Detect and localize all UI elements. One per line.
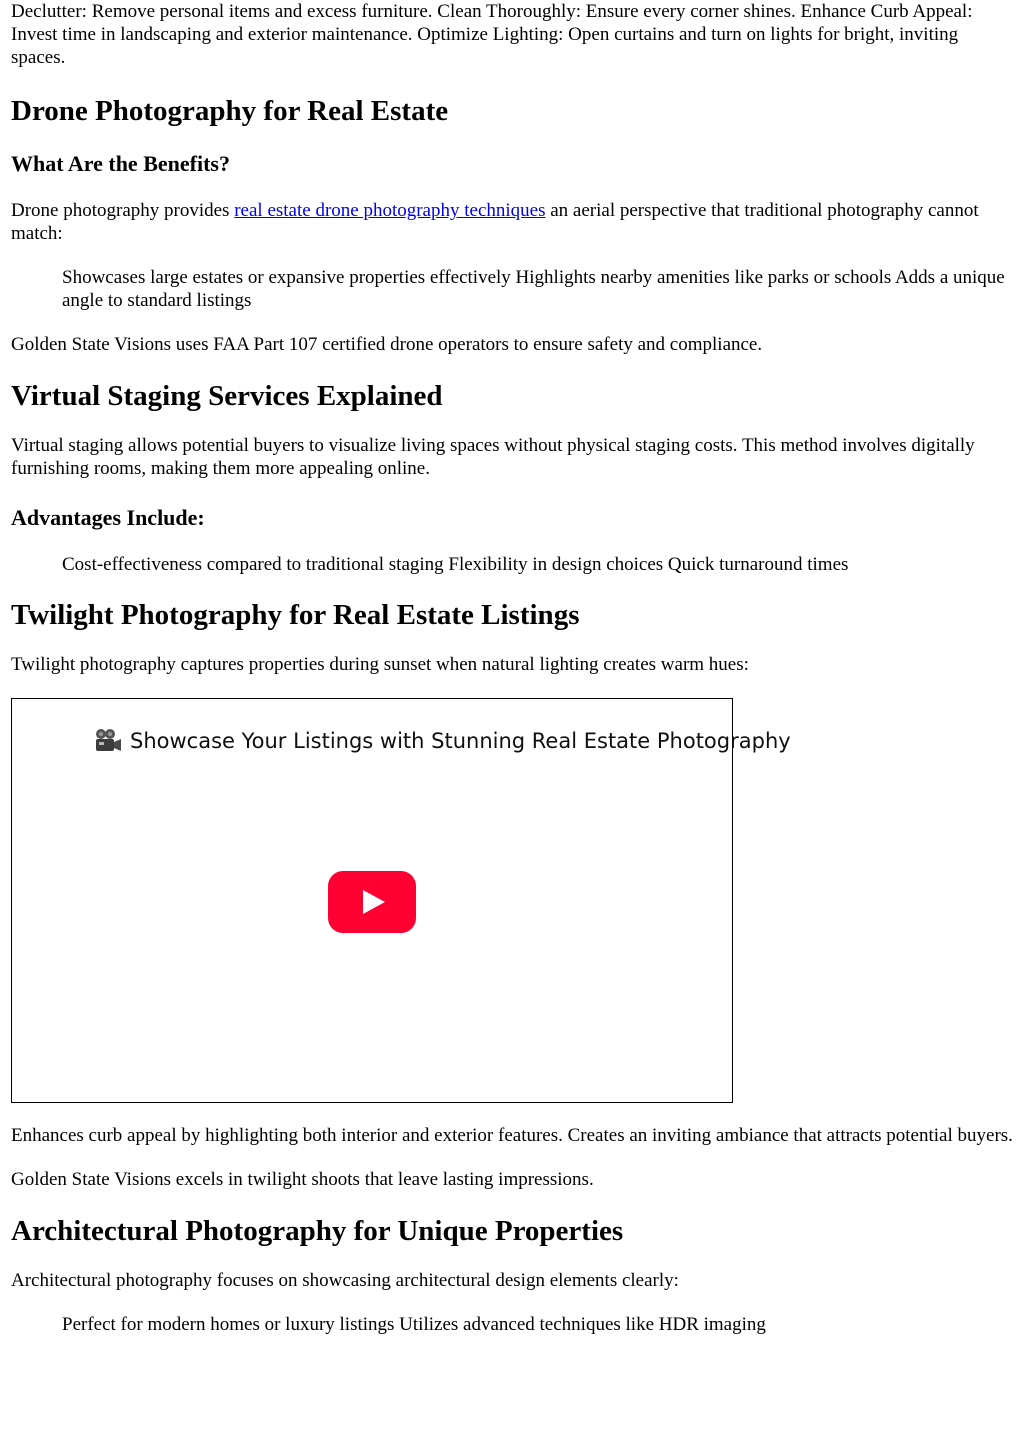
drone-closing: Golden State Visions uses FAA Part 107 certified drone operators to ensure safety and compliance. bbox=[11, 334, 763, 355]
twilight-after-video: Enhances curb appeal by highlighting both interior and exterior features. Creates an inviting ambiance that attracts potential buyers. bbox=[11, 1125, 1013, 1146]
twilight-heading: Twilight Photography for Real Estate Listings bbox=[11, 599, 580, 631]
virtual-staging-heading: Virtual Staging Services Explained bbox=[11, 380, 443, 412]
drone-heading: Drone Photography for Real Estate bbox=[11, 95, 449, 127]
video-embed[interactable] bbox=[11, 698, 791, 1103]
architectural-list: Perfect for modern homes or luxury listings Utilizes advanced techniques like HDR imaging bbox=[62, 1314, 766, 1335]
drone-paragraph-start: Drone photography provides bbox=[11, 200, 235, 221]
architectural-heading: Architectural Photography for Unique Properties bbox=[11, 1215, 624, 1247]
drone-subheading: What Are the Benefits? bbox=[11, 151, 230, 176]
drone-benefits-list: Showcases large estates or expansive properties effectively Highlights nearby amenities like parks or schools Adds a unique angle to standard listings bbox=[62, 267, 1005, 311]
youtube-play-icon[interactable] bbox=[328, 871, 416, 933]
video-title[interactable]: Showcase Your Listings with Stunning Real Estate Photography bbox=[130, 729, 791, 753]
drone-paragraph-end: an aerial perspective that traditional photography cannot match: bbox=[11, 200, 979, 244]
advantages-subheading: Advantages Include: bbox=[11, 505, 205, 530]
virtual-staging-paragraph: Virtual staging allows potential buyers to visualize living spaces without physical staging costs. This method involves digitally furnishing rooms, making them more appealing online. bbox=[11, 435, 975, 479]
twilight-paragraph: Twilight photography captures properties during sunset when natural lighting creates warm hues: bbox=[11, 654, 749, 675]
twilight-closing: Golden State Visions excels in twilight shoots that leave lasting impressions. bbox=[11, 1169, 594, 1190]
drone-techniques-link[interactable]: real estate drone photography techniques bbox=[234, 200, 546, 221]
intro-paragraph: Declutter: Remove personal items and excess furniture. Clean Thoroughly: Ensure every corner shines. Enhance Curb Appeal: Invest time in landscaping and exterior maintenance. Optimize Lighting: Open curtains and turn on lights for bright, inviting spaces. bbox=[11, 1, 973, 68]
movie-camera-icon bbox=[94, 728, 122, 754]
drone-paragraph bbox=[11, 199, 1014, 245]
video-title-bar[interactable] bbox=[94, 727, 791, 755]
architectural-paragraph: Architectural photography focuses on showcasing architectural design elements clearly: bbox=[11, 1270, 679, 1291]
advantages-list: Cost-effectiveness compared to traditional staging Flexibility in design choices Quick turnaround times bbox=[62, 554, 849, 575]
article-page bbox=[11, 0, 1014, 1336]
